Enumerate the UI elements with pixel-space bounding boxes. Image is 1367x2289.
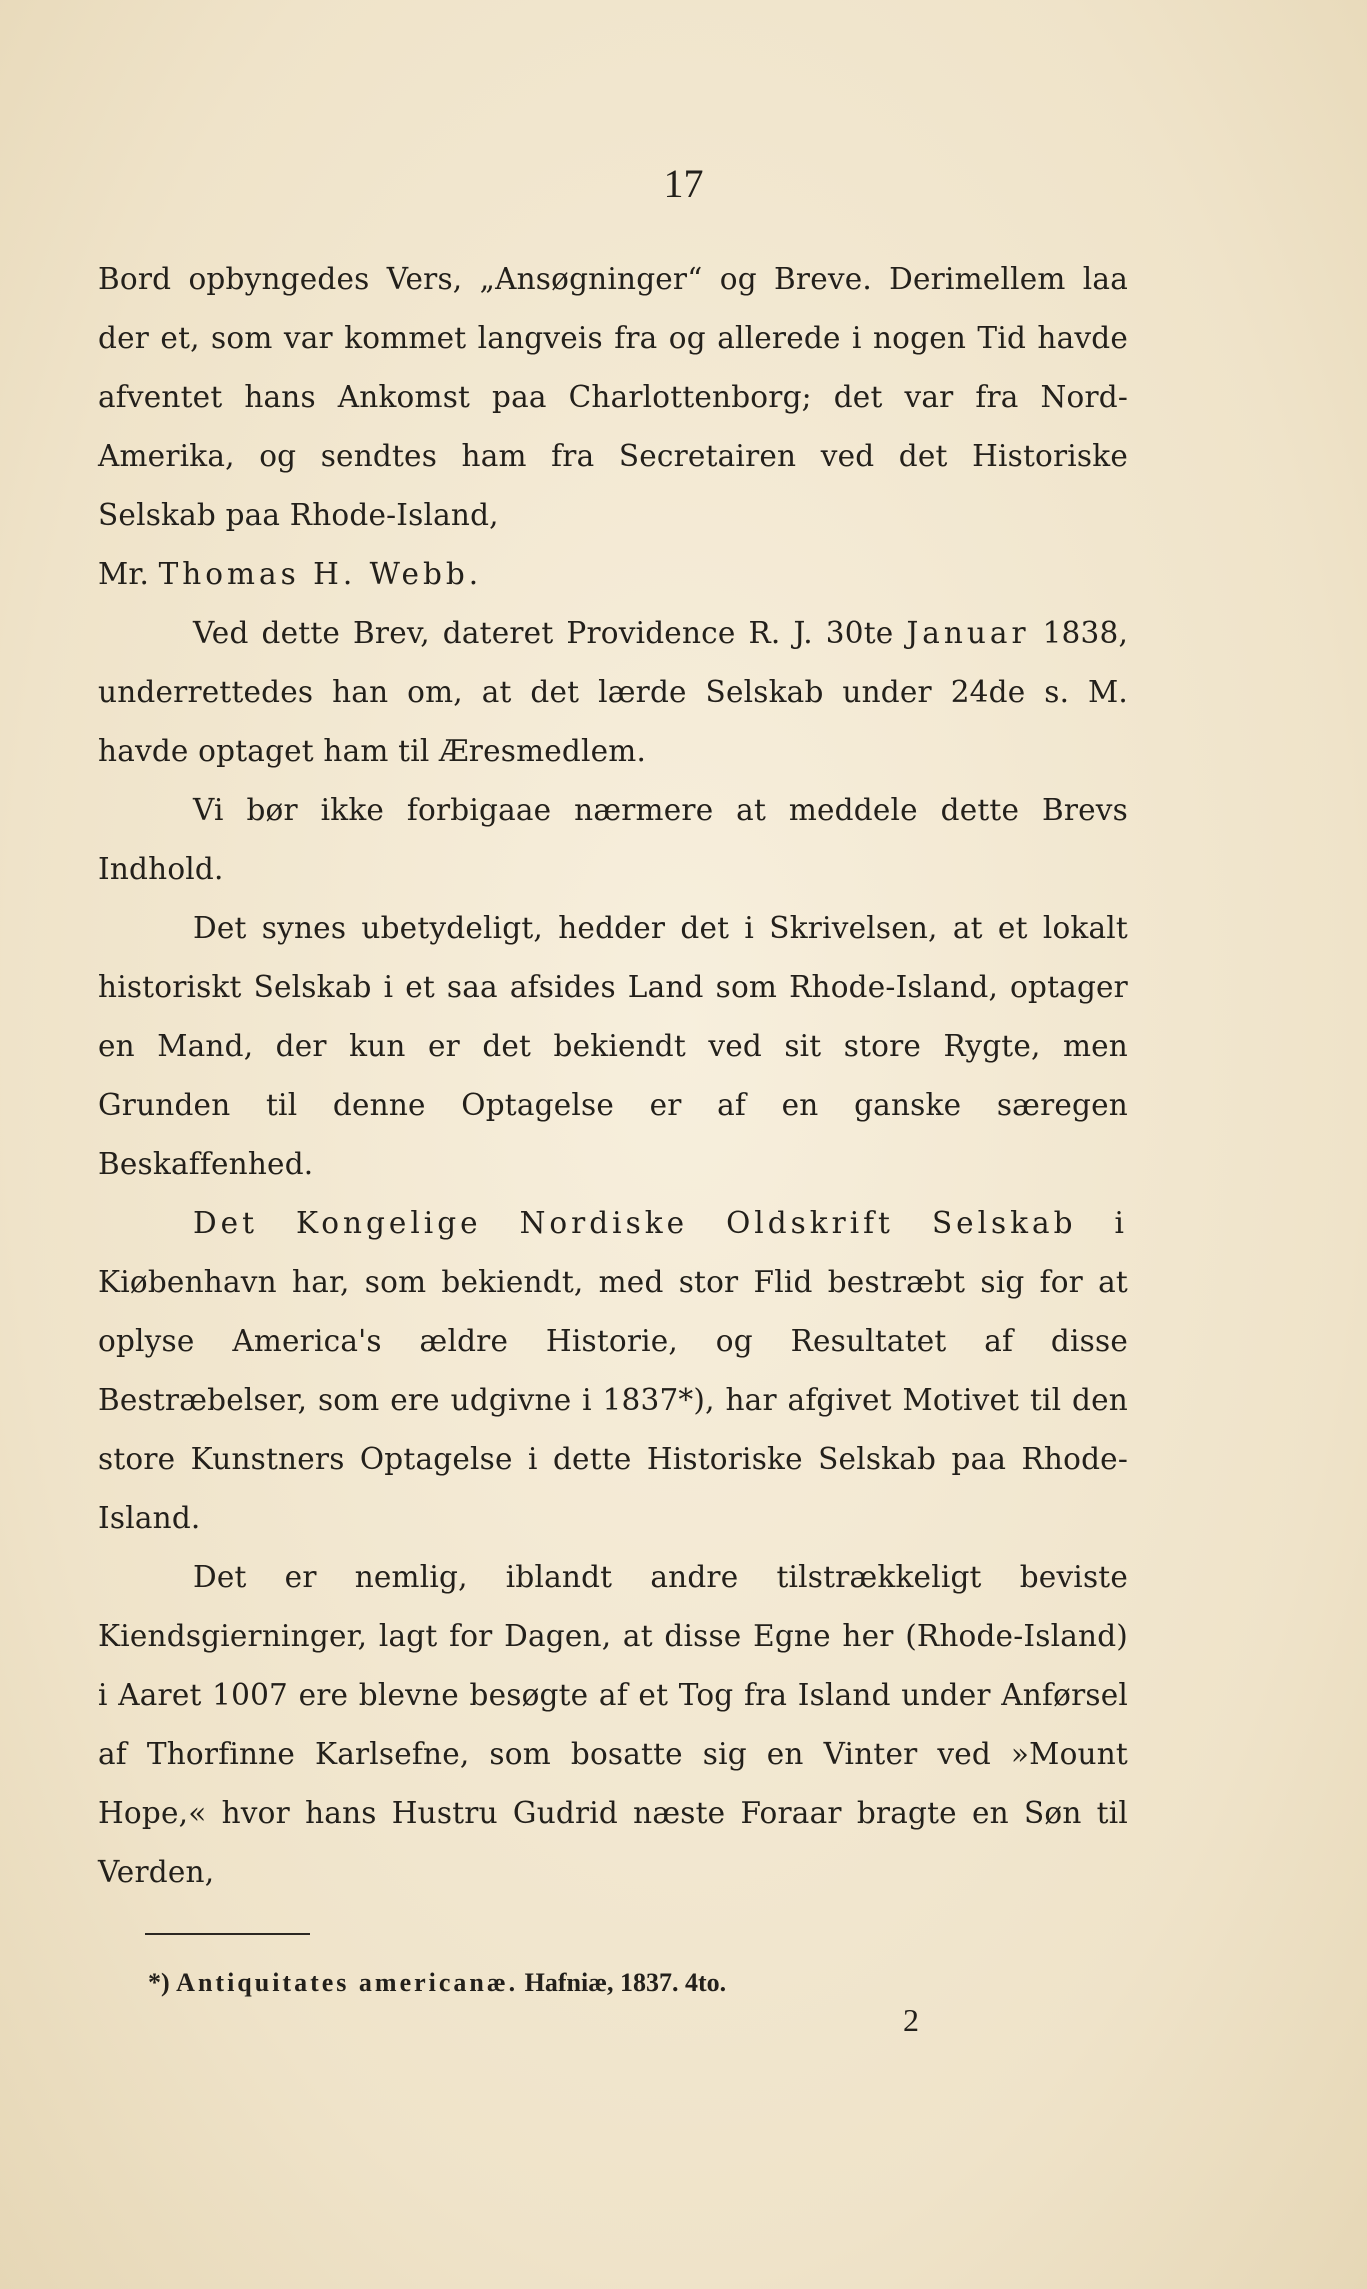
footnote [148, 1968, 726, 1998]
paragraph-5: Det Kongelige Nordiske Oldskrift Selskab i Kiøbenhavn har, som bekiendt, med stor Flid bestræbt sig for at oplyse America's ældre Historie, og Resultatet af disse Bestræbelser, som ere udgivne i 1837*), har afgivet Motivet til den store Kunstners Optagelse i dette Historiske Selskab paa Rhode-Island. [98, 1206, 1128, 1535]
paragraph-2: Ved dette Brev, dateret Providence R. J. 30te Januar 1838, underrettedes han om, at det lærde Selskab under 24de s. M. havde optaget ham til Æresmedlem. [98, 616, 1129, 768]
paragraph-1: Bord opbyngedes Vers, „Ansøgninger“ og Breve. Derimellem laa der et, som var kommet langveis fra og allerede i nogen Tid havde afventet hans Ankomst paa Charlottenborg; det var fra Nord-Amerika, og sendtes ham fra Secretairen ved det Historiske Selskab paa Rhode-Island, Mr. Thomas H. Webb. [98, 262, 1128, 591]
paragraph-6: Det er nemlig, iblandt andre tilstrækkeligt beviste Kiendsgierninger, lagt for Dagen, at disse Egne her (Rhode-Island) i Aaret 1007 ere blevne besøgte af et Tog fra Island under Anførsel af Thorfinne Karlsefne, som bosatte sig en Vinter ved »Mount Hope,« hvor hans Hustru Gudrid næste Foraar bragte en Søn til Verden, [98, 1560, 1128, 1889]
name-line-spaced: Thomas H. Webb. [158, 557, 483, 591]
body-text [98, 250, 1128, 1902]
signature-mark: 2 [903, 2002, 919, 2038]
page-number: 17 [663, 161, 704, 206]
name-line-prefix: Mr. [98, 557, 150, 591]
footnote-marker: *) [148, 1968, 170, 1997]
footnote-rest: Hafniæ, 1837. 4to. [524, 1968, 727, 1997]
footnote-title: Antiquitates americanæ. [176, 1968, 519, 1997]
paragraph-3: Vi bør ikke forbigaae nærmere at meddele dette Brevs Indhold. [98, 793, 1128, 886]
paragraph-4: Det synes ubetydeligt, hedder det i Skrivelsen, at et lokalt historiskt Selskab i et saa afsides Land som Rhode-Island, optager en Mand, der kun er det bekiendt ved sit store Rygte, men Grunden til denne Optagelse er af en ganske særegen Beskaffenhed. [98, 911, 1128, 1181]
footnote-divider [145, 1933, 310, 1935]
